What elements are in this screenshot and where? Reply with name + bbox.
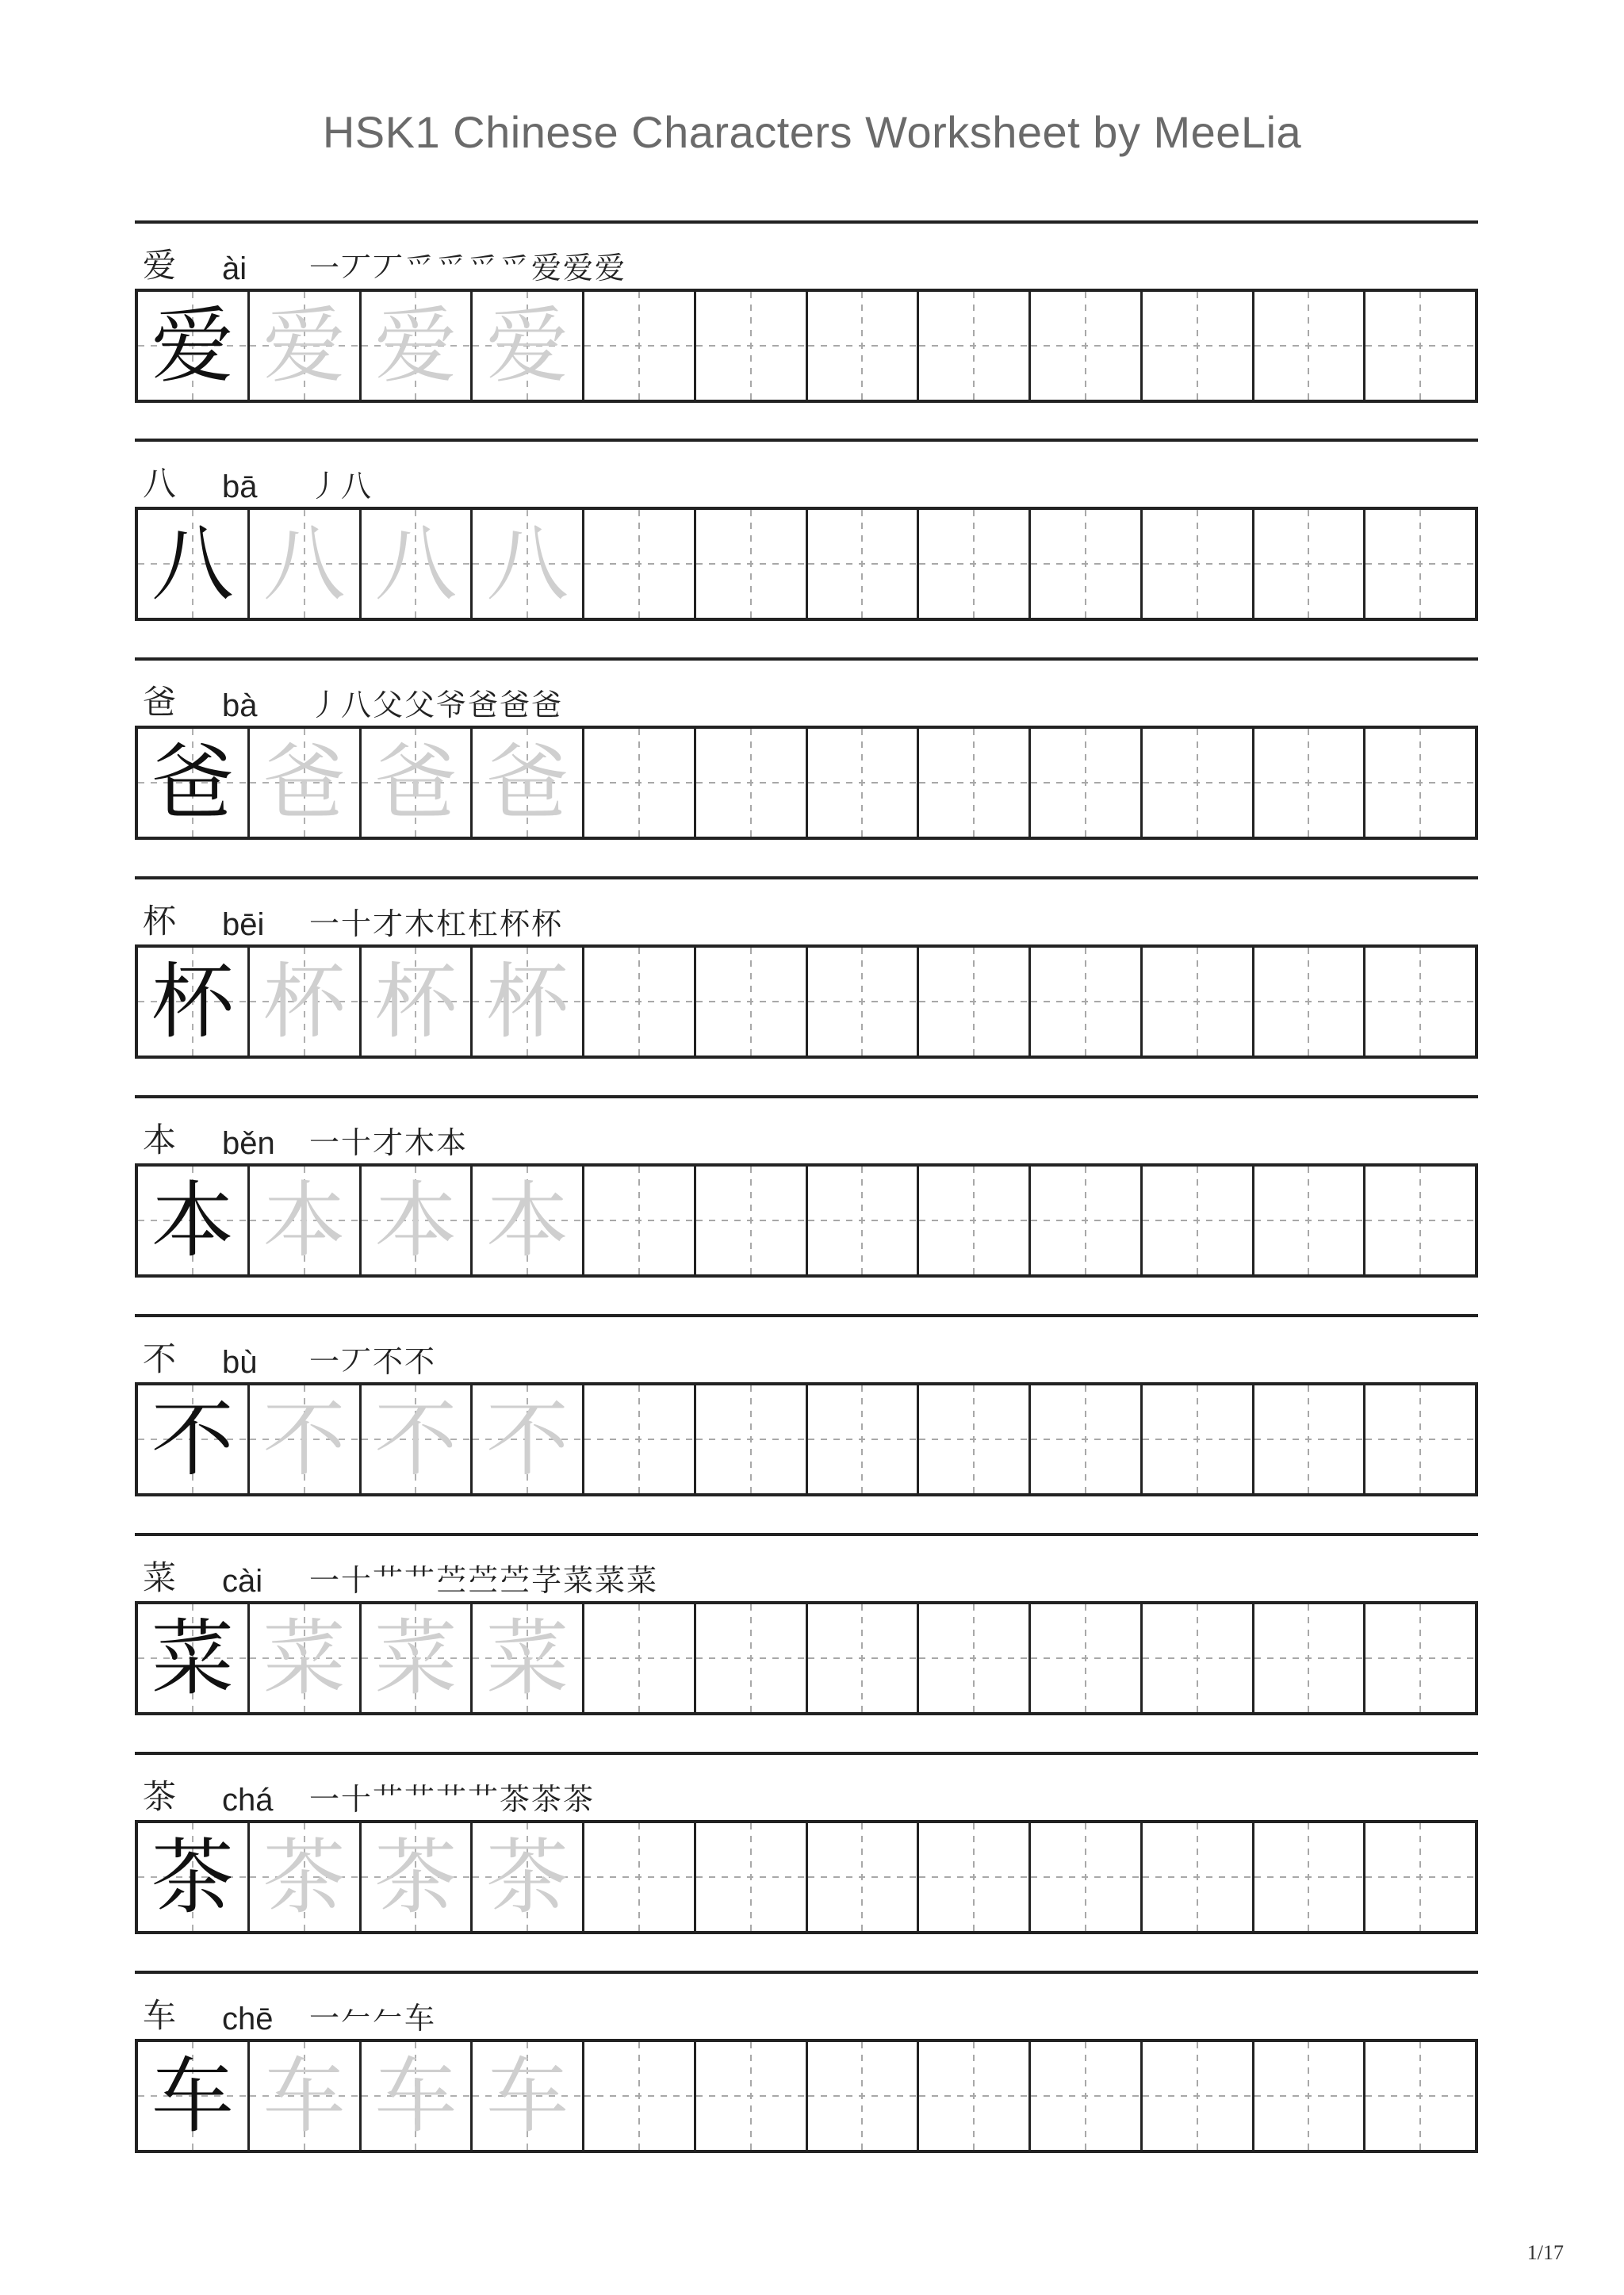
blank-practice-cell xyxy=(696,729,808,837)
trace-cell xyxy=(362,510,473,618)
character-label: 不 xyxy=(143,1339,177,1378)
practice-row xyxy=(135,1095,1478,1285)
row-divider xyxy=(135,657,1478,661)
blank-practice-cell xyxy=(1031,1823,1143,1931)
blank-practice-cell xyxy=(1143,1823,1254,1931)
blank-practice-cell xyxy=(1254,510,1366,618)
model-cell xyxy=(138,1604,250,1712)
pinyin-label: bà xyxy=(222,688,258,723)
trace-character: 车 xyxy=(374,2048,458,2144)
trace-cell xyxy=(362,1167,473,1274)
row-divider xyxy=(135,1533,1478,1536)
row-header xyxy=(143,1990,436,2037)
trace-cell xyxy=(362,2042,473,2150)
trace-cell xyxy=(473,510,584,618)
blank-practice-cell xyxy=(1031,510,1143,618)
character-label: 杯 xyxy=(143,902,177,941)
pinyin-label: ài xyxy=(222,251,247,286)
trace-character: 爱 xyxy=(486,297,569,394)
trace-cell xyxy=(473,2042,584,2150)
model-cell xyxy=(138,2042,250,2150)
blank-practice-cell xyxy=(808,1823,920,1931)
character-label: 八 xyxy=(143,464,177,503)
model-character: 茶 xyxy=(151,1829,234,1925)
blank-practice-cell xyxy=(1365,292,1475,400)
blank-practice-cell xyxy=(1143,1604,1254,1712)
pinyin-label: bēi xyxy=(222,907,265,942)
trace-cell xyxy=(473,948,584,1056)
blank-practice-cell xyxy=(696,2042,808,2150)
model-character: 车 xyxy=(151,2048,234,2144)
character-label: 爱 xyxy=(143,246,177,285)
pinyin-label: chá xyxy=(222,1783,274,1818)
model-cell xyxy=(138,948,250,1056)
trace-character: 本 xyxy=(374,1172,458,1269)
practice-row xyxy=(135,876,1478,1067)
blank-practice-cell xyxy=(1143,1167,1254,1274)
trace-character: 爱 xyxy=(262,297,346,394)
model-character: 本 xyxy=(151,1172,234,1269)
trace-character: 爸 xyxy=(262,734,346,831)
blank-practice-cell xyxy=(696,1167,808,1274)
model-character: 菜 xyxy=(151,1610,234,1707)
blank-practice-cell xyxy=(1254,1823,1366,1931)
blank-practice-cell xyxy=(584,2042,696,2150)
blank-practice-cell xyxy=(1143,2042,1254,2150)
blank-practice-cell xyxy=(919,1604,1031,1712)
practice-grid xyxy=(135,726,1478,840)
trace-character: 不 xyxy=(486,1391,569,1488)
blank-practice-cell xyxy=(1254,292,1366,400)
blank-practice-cell xyxy=(696,510,808,618)
blank-practice-cell xyxy=(696,292,808,400)
model-cell xyxy=(138,1385,250,1493)
row-header xyxy=(143,895,563,943)
blank-practice-cell xyxy=(808,1604,920,1712)
trace-character: 杯 xyxy=(486,953,569,1050)
trace-character: 不 xyxy=(374,1391,458,1488)
row-divider xyxy=(135,1314,1478,1317)
model-cell xyxy=(138,292,250,400)
trace-character: 本 xyxy=(262,1172,346,1269)
blank-practice-cell xyxy=(808,510,920,618)
trace-character: 杯 xyxy=(262,953,346,1050)
trace-cell xyxy=(250,510,362,618)
blank-practice-cell xyxy=(808,1167,920,1274)
blank-practice-cell xyxy=(1031,1385,1143,1493)
trace-cell xyxy=(250,1385,362,1493)
practice-grid xyxy=(135,1382,1478,1496)
trace-character: 爸 xyxy=(486,734,569,831)
blank-practice-cell xyxy=(919,2042,1031,2150)
trace-cell xyxy=(250,1604,362,1712)
blank-practice-cell xyxy=(1031,729,1143,837)
trace-character: 车 xyxy=(486,2048,569,2144)
pinyin-label: běn xyxy=(222,1126,275,1161)
trace-character: 茶 xyxy=(374,1829,458,1925)
pinyin-label: cài xyxy=(222,1564,263,1599)
blank-practice-cell xyxy=(1031,2042,1143,2150)
blank-practice-cell xyxy=(1365,1604,1475,1712)
blank-practice-cell xyxy=(584,292,696,400)
model-cell xyxy=(138,1167,250,1274)
blank-practice-cell xyxy=(1254,1604,1366,1712)
trace-character: 杯 xyxy=(374,953,458,1050)
practice-grid xyxy=(135,1601,1478,1715)
practice-row xyxy=(135,1314,1478,1504)
trace-cell xyxy=(362,1823,473,1931)
blank-practice-cell xyxy=(1254,948,1366,1056)
trace-character: 不 xyxy=(262,1391,346,1488)
trace-cell xyxy=(362,948,473,1056)
practice-grid xyxy=(135,2039,1478,2153)
blank-practice-cell xyxy=(808,948,920,1056)
trace-cell xyxy=(250,729,362,837)
stroke-order: 一十才木杠杠杯杯 xyxy=(309,906,564,941)
practice-row xyxy=(135,1533,1478,1723)
model-character: 爱 xyxy=(151,297,234,394)
trace-character: 八 xyxy=(262,515,346,612)
blank-practice-cell xyxy=(584,1823,696,1931)
blank-practice-cell xyxy=(584,1167,696,1274)
blank-practice-cell xyxy=(584,729,696,837)
blank-practice-cell xyxy=(1365,510,1475,618)
blank-practice-cell xyxy=(919,1167,1031,1274)
model-character: 不 xyxy=(151,1391,234,1488)
blank-practice-cell xyxy=(696,948,808,1056)
stroke-order: 一丆丆爫爫爫爫爱爱爱 xyxy=(309,251,627,285)
practice-row xyxy=(135,1971,1478,2161)
trace-character: 菜 xyxy=(262,1610,346,1707)
model-character: 爸 xyxy=(151,734,234,831)
blank-practice-cell xyxy=(1031,1604,1143,1712)
row-header xyxy=(143,1114,468,1162)
trace-cell xyxy=(250,1167,362,1274)
model-character: 杯 xyxy=(151,953,234,1050)
trace-cell xyxy=(473,1167,584,1274)
blank-practice-cell xyxy=(1031,1167,1143,1274)
blank-practice-cell xyxy=(1143,948,1254,1056)
pinyin-label: bù xyxy=(222,1345,258,1380)
blank-practice-cell xyxy=(808,2042,920,2150)
practice-grid xyxy=(135,1820,1478,1934)
trace-character: 爸 xyxy=(374,734,458,831)
trace-cell xyxy=(473,292,584,400)
row-divider xyxy=(135,876,1478,879)
stroke-order: 丿八 xyxy=(309,469,373,504)
row-header xyxy=(143,239,626,287)
row-divider xyxy=(135,1752,1478,1755)
row-header xyxy=(143,1552,658,1600)
blank-practice-cell xyxy=(584,510,696,618)
practice-grid xyxy=(135,1163,1478,1278)
row-divider xyxy=(135,220,1478,224)
trace-cell xyxy=(362,1604,473,1712)
blank-practice-cell xyxy=(696,1385,808,1493)
blank-practice-cell xyxy=(584,1385,696,1493)
blank-practice-cell xyxy=(584,948,696,1056)
model-character: 八 xyxy=(151,515,234,612)
trace-cell xyxy=(250,1823,362,1931)
stroke-order: 一十艹艹艹艹茶茶茶 xyxy=(309,1782,596,1817)
trace-cell xyxy=(250,292,362,400)
blank-practice-cell xyxy=(919,292,1031,400)
blank-practice-cell xyxy=(1254,2042,1366,2150)
pinyin-label: bā xyxy=(222,469,258,504)
blank-practice-cell xyxy=(919,1823,1031,1931)
model-cell xyxy=(138,1823,250,1931)
trace-character: 菜 xyxy=(374,1610,458,1707)
blank-practice-cell xyxy=(919,1385,1031,1493)
trace-character: 茶 xyxy=(486,1829,569,1925)
page-number: 1/17 xyxy=(1526,2241,1564,2264)
blank-practice-cell xyxy=(1254,729,1366,837)
blank-practice-cell xyxy=(1254,1167,1366,1274)
trace-cell xyxy=(473,1385,584,1493)
blank-practice-cell xyxy=(1365,2042,1475,2150)
row-divider xyxy=(135,439,1478,442)
character-label: 菜 xyxy=(143,1558,177,1597)
blank-practice-cell xyxy=(1365,1167,1475,1274)
blank-practice-cell xyxy=(919,729,1031,837)
stroke-order: 丿八父父爷爸爸爸 xyxy=(309,688,564,722)
blank-practice-cell xyxy=(1143,729,1254,837)
trace-character: 菜 xyxy=(486,1610,569,1707)
blank-practice-cell xyxy=(1143,510,1254,618)
character-label: 车 xyxy=(143,1996,177,2035)
practice-row xyxy=(135,1752,1478,1942)
blank-practice-cell xyxy=(1365,1385,1475,1493)
trace-cell xyxy=(362,292,473,400)
model-cell xyxy=(138,729,250,837)
trace-character: 本 xyxy=(486,1172,569,1269)
trace-character: 八 xyxy=(374,515,458,612)
blank-practice-cell xyxy=(1365,729,1475,837)
blank-practice-cell xyxy=(919,510,1031,618)
row-header xyxy=(143,458,373,505)
trace-cell xyxy=(250,948,362,1056)
trace-cell xyxy=(473,1604,584,1712)
row-divider xyxy=(135,1971,1478,1974)
character-label: 茶 xyxy=(143,1777,177,1816)
blank-practice-cell xyxy=(1031,948,1143,1056)
practice-grid xyxy=(135,507,1478,621)
blank-practice-cell xyxy=(808,292,920,400)
blank-practice-cell xyxy=(1365,1823,1475,1931)
stroke-order: 一十艹艹苎苎苎芓菜菜菜 xyxy=(309,1563,659,1598)
page-title: HSK1 Chinese Characters Worksheet by MeeLia xyxy=(322,107,1302,157)
trace-character: 车 xyxy=(262,2048,346,2144)
stroke-order: 一𠂉𠂉车 xyxy=(309,2001,437,2036)
row-divider xyxy=(135,1095,1478,1098)
blank-practice-cell xyxy=(919,948,1031,1056)
blank-practice-cell xyxy=(696,1823,808,1931)
practice-row xyxy=(135,220,1478,411)
character-label: 爸 xyxy=(143,683,177,722)
pinyin-label: chē xyxy=(222,2002,274,2036)
blank-practice-cell xyxy=(1365,948,1475,1056)
trace-character: 八 xyxy=(486,515,569,612)
practice-grid xyxy=(135,944,1478,1059)
trace-cell xyxy=(362,1385,473,1493)
character-label: 本 xyxy=(143,1121,177,1159)
trace-cell xyxy=(473,729,584,837)
blank-practice-cell xyxy=(808,1385,920,1493)
row-header xyxy=(143,676,563,724)
row-header xyxy=(143,1771,595,1818)
trace-character: 爱 xyxy=(374,297,458,394)
model-cell xyxy=(138,510,250,618)
blank-practice-cell xyxy=(1254,1385,1366,1493)
blank-practice-cell xyxy=(696,1604,808,1712)
stroke-order: 一十才木本 xyxy=(309,1125,469,1160)
practice-row xyxy=(135,439,1478,629)
practice-row xyxy=(135,657,1478,848)
blank-practice-cell xyxy=(1031,292,1143,400)
trace-character: 茶 xyxy=(262,1829,346,1925)
row-header xyxy=(143,1333,436,1381)
trace-cell xyxy=(473,1823,584,1931)
trace-cell xyxy=(250,2042,362,2150)
blank-practice-cell xyxy=(1143,292,1254,400)
practice-grid xyxy=(135,289,1478,403)
blank-practice-cell xyxy=(584,1604,696,1712)
blank-practice-cell xyxy=(1143,1385,1254,1493)
blank-practice-cell xyxy=(808,729,920,837)
trace-cell xyxy=(362,729,473,837)
stroke-order: 一丆不不 xyxy=(309,1344,437,1379)
